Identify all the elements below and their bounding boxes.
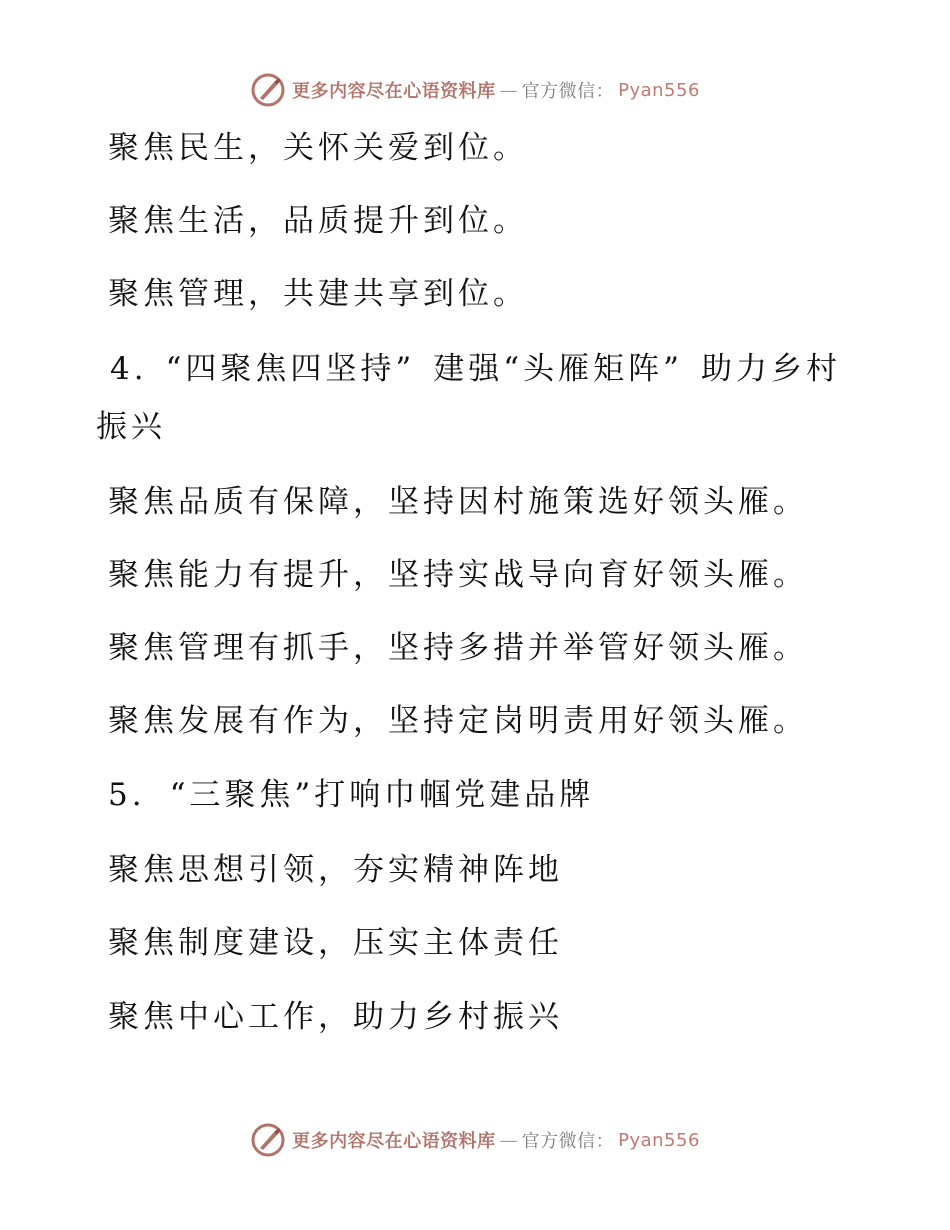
section-4-item-3: 聚焦管理有抓手，坚持多措并举管好领头雁。: [108, 630, 808, 666]
section-5-item-2: 聚焦制度建设，压实主体责任: [108, 925, 563, 961]
watermark-account: Pyan556: [618, 1129, 700, 1151]
section-number-5: 5.: [108, 777, 146, 813]
watermark-wechat-label: 官方微信：: [521, 1131, 615, 1152]
watermark-separator: —: [499, 79, 518, 101]
section-5-item-1: 聚焦思想引领，夯实精神阵地: [108, 852, 563, 888]
section-heading-5: [108, 775, 594, 815]
header-watermark: [0, 70, 950, 110]
quill-seal-icon: [250, 72, 286, 108]
section-heading-4-part-a: “四聚焦四坚持”: [165, 351, 416, 387]
watermark-text: 更多内容尽在心语资料库: [292, 81, 496, 102]
paragraph-2: 聚焦生活，品质提升到位。: [108, 203, 528, 239]
watermark-separator: —: [499, 1129, 518, 1151]
section-heading-5-text: “三聚焦”打响巾帼党建品牌: [169, 777, 595, 813]
footer-watermark: [0, 1120, 950, 1160]
section-heading-4: [96, 340, 856, 456]
section-4-item-1: 聚焦品质有保障，坚持因村施策选好领头雁。: [108, 484, 808, 520]
section-heading-4-part-b: 建强“头雁矩阵”: [433, 351, 683, 387]
section-5-item-3: 聚焦中心工作，助力乡村振兴: [108, 999, 563, 1035]
section-heading-4-part-c: 助力乡村振兴: [96, 351, 841, 445]
watermark-text: 更多内容尽在心语资料库: [292, 1131, 496, 1152]
paragraph-3: 聚焦管理，共建共享到位。: [108, 276, 528, 312]
section-4-item-4: 聚焦发展有作为，坚持定岗明责用好领头雁。: [108, 703, 808, 739]
quill-seal-icon: [250, 1122, 286, 1158]
section-number-4: 4.: [110, 351, 148, 387]
paragraph-1: 聚焦民生，关怀关爱到位。: [108, 130, 528, 166]
watermark-account: Pyan556: [618, 79, 700, 101]
watermark-wechat-label: 官方微信：: [521, 81, 615, 102]
section-4-item-2: 聚焦能力有提升，坚持实战导向育好领头雁。: [108, 557, 808, 593]
